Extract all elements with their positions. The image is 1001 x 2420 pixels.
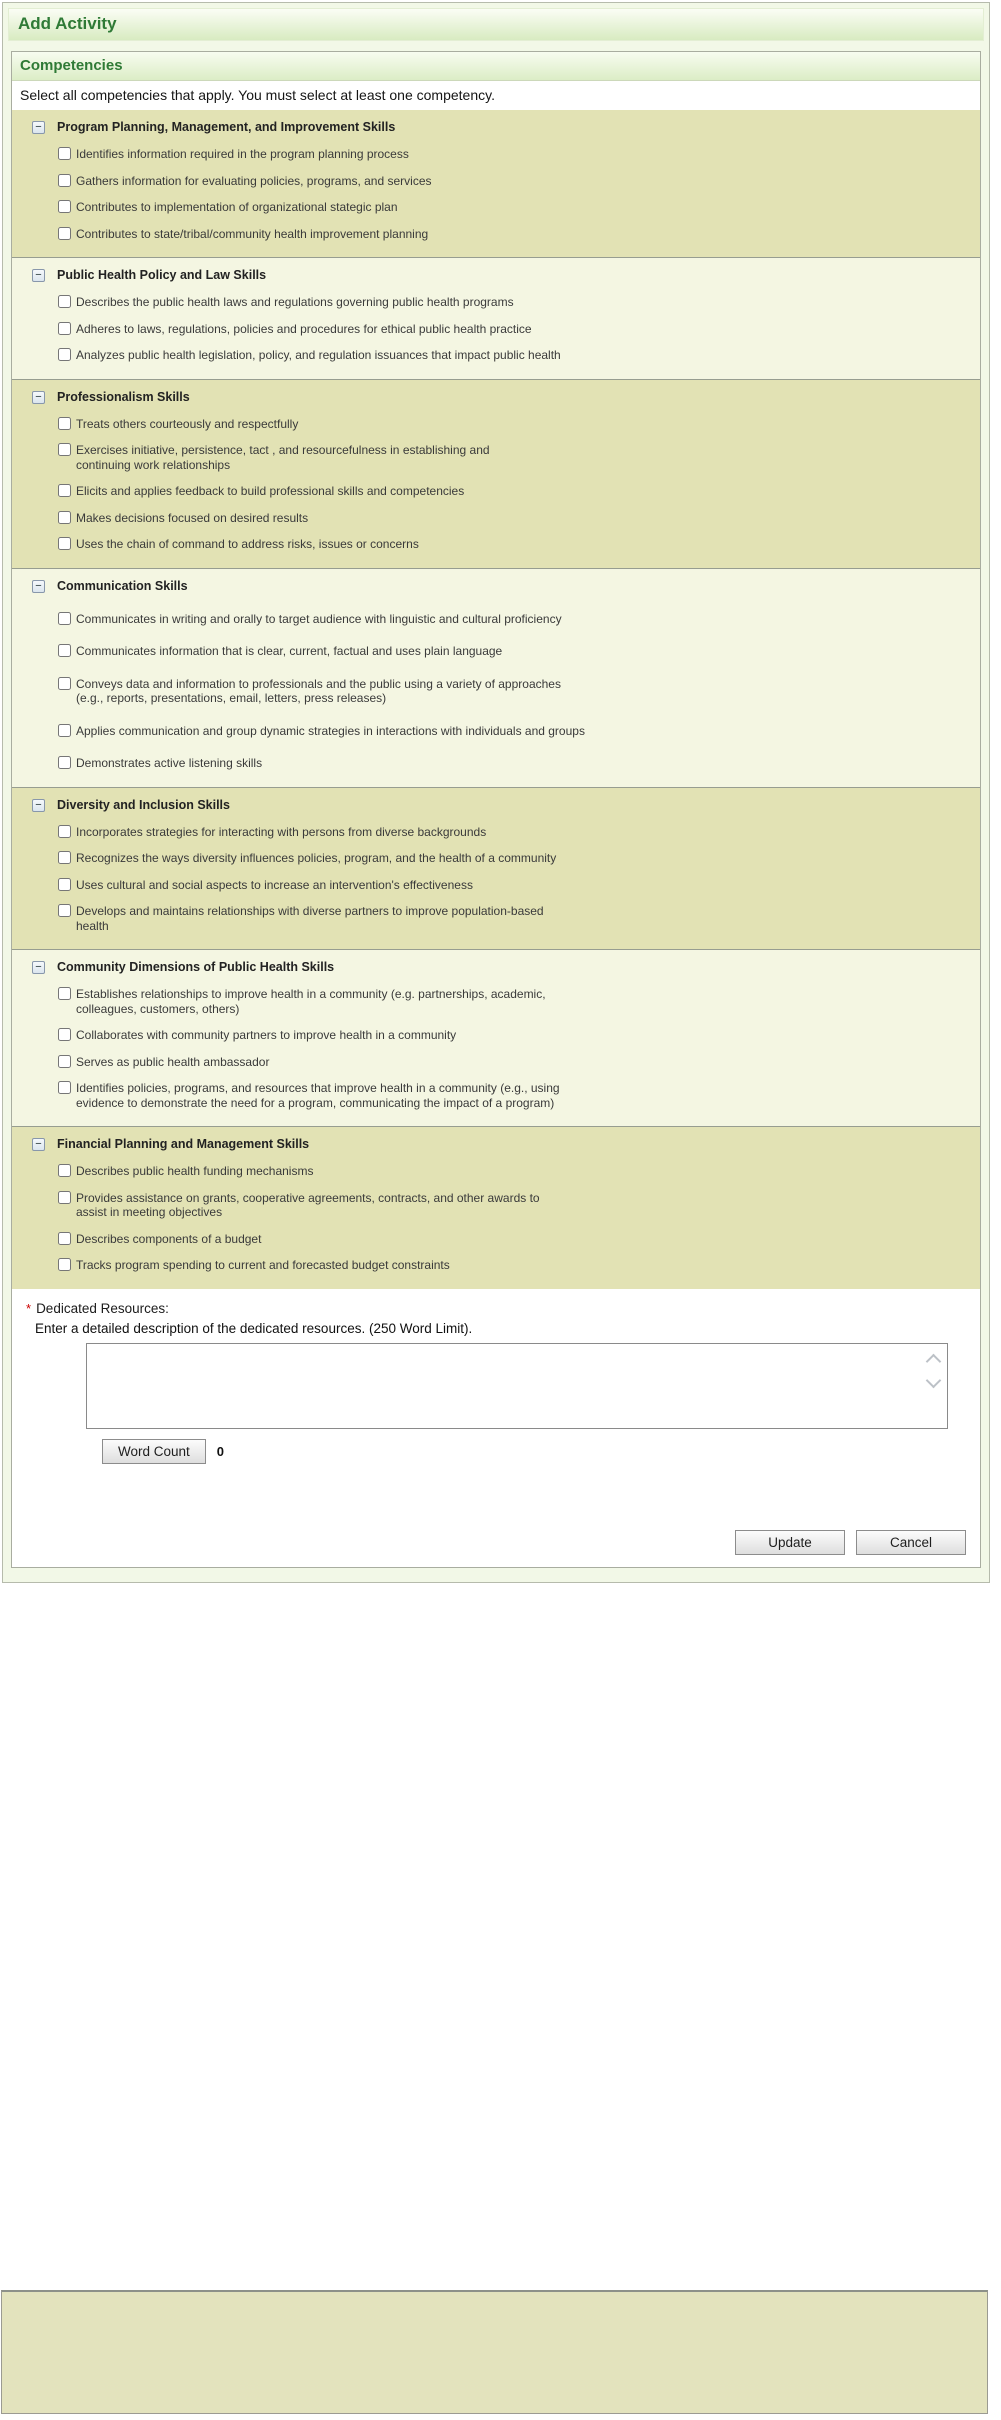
competency-label: Demonstrates active listening skills	[76, 756, 263, 770]
competency-label: Tracks program spending to current and forecasted budget constraints	[76, 1258, 450, 1272]
competency-group	[12, 257, 980, 379]
dedicated-resources-input[interactable]	[86, 1343, 948, 1429]
competency-label: Incorporates strategies for interacting with persons from diverse backgrounds	[76, 824, 487, 839]
competency-checkbox[interactable]	[58, 644, 71, 657]
competency-checkbox[interactable]	[58, 417, 71, 430]
competency-label: Serves as public health ambassador	[76, 1054, 270, 1069]
group-title: Communication Skills	[57, 578, 188, 593]
collapse-minus-icon[interactable]: −	[32, 1138, 45, 1151]
competency-label: Identifies policies, programs, and resources that improve health in a community (e.g., using evidence to demonstrate the need for a program, communicating the impact of a program)	[76, 1081, 560, 1110]
collapse-minus-icon[interactable]: −	[32, 799, 45, 812]
competency-label: Communicates in writing and orally to target audience with linguistic and cultural proficiency	[76, 611, 562, 626]
competency-checkbox[interactable]	[58, 295, 71, 308]
competency-label: Collaborates with community partners to improve health in a community	[76, 1028, 457, 1042]
competencies-panel-title: Competencies	[12, 52, 980, 81]
competency-checkbox[interactable]	[58, 1232, 71, 1245]
competency-group	[12, 787, 980, 950]
group-title: Diversity and Inclusion Skills	[57, 797, 230, 812]
competency-groups	[12, 110, 980, 1289]
competency-label: Uses cultural and social aspects to increase an intervention's effectiveness	[76, 877, 473, 892]
competency-item[interactable]	[58, 174, 970, 189]
competency-item[interactable]	[58, 644, 970, 659]
collapse-minus-icon[interactable]: −	[32, 961, 45, 974]
competency-item[interactable]	[58, 851, 970, 866]
competency-checkbox[interactable]	[58, 1081, 71, 1094]
competency-item-list	[58, 612, 970, 771]
group-title: Financial Planning and Management Skills	[57, 1137, 310, 1151]
competency-label: Applies communication and group dynamic strategies in interactions with individuals and groups	[76, 723, 585, 738]
competency-label: Develops and maintains relationships with diverse partners to improve population-based health	[76, 904, 544, 933]
collapse-minus-icon[interactable]: −	[32, 391, 45, 404]
dedicated-resources-label: Dedicated Resources:	[36, 1300, 169, 1316]
collapse-minus-icon[interactable]: −	[32, 269, 45, 282]
competency-label: Elicits and applies feedback to build professional skills and competencies	[76, 484, 465, 498]
bottom-panel	[1, 2290, 988, 2414]
competency-item-list	[58, 825, 970, 934]
competency-group-header	[32, 120, 970, 135]
competency-checkbox[interactable]	[58, 825, 71, 838]
competency-item-list	[58, 1164, 970, 1273]
collapse-minus-icon[interactable]: −	[32, 580, 45, 593]
competency-checkbox[interactable]	[58, 1191, 71, 1204]
competency-checkbox[interactable]	[58, 677, 71, 690]
competency-item-list	[58, 147, 970, 241]
competency-checkbox[interactable]	[58, 724, 71, 737]
competency-item[interactable]	[58, 417, 970, 432]
competency-checkbox[interactable]	[58, 348, 71, 361]
competency-label: Describes components of a budget	[76, 1231, 262, 1246]
competency-label: Treats others courteously and respectfully	[76, 416, 299, 431]
competency-checkbox[interactable]	[58, 987, 71, 1000]
competency-group-header	[32, 579, 970, 594]
form-actions	[26, 1530, 966, 1555]
add-activity-window	[2, 2, 990, 1583]
competency-group-header	[32, 960, 970, 975]
competency-item[interactable]	[58, 987, 970, 1016]
competency-checkbox[interactable]	[58, 1164, 71, 1177]
dedicated-resources-label-row	[26, 1301, 966, 1316]
competencies-panel	[11, 51, 981, 1568]
competency-item[interactable]	[58, 1081, 970, 1110]
competency-checkbox[interactable]	[58, 484, 71, 497]
competency-label: Provides assistance on grants, cooperative agreements, contracts, and other awards to assist in meeting objectives	[76, 1190, 540, 1219]
competency-checkbox[interactable]	[58, 174, 71, 187]
competency-label: Adheres to laws, regulations, policies and procedures for ethical public health practice	[76, 321, 532, 336]
group-title: Community Dimensions of Public Health Skills	[57, 960, 335, 974]
competency-label: Analyzes public health legislation, policy, and regulation issuances that impact public health	[76, 348, 561, 362]
competency-checkbox[interactable]	[58, 756, 71, 769]
competency-checkbox[interactable]	[58, 227, 71, 240]
competency-label: Gathers information for evaluating policies, programs, and services	[76, 173, 432, 188]
competency-checkbox[interactable]	[58, 904, 71, 917]
dedicated-resources-section	[12, 1289, 980, 1567]
competency-item[interactable]	[58, 511, 970, 526]
competency-item[interactable]	[58, 443, 970, 472]
competency-label: Describes the public health laws and regulations governing public health programs	[76, 295, 514, 309]
competency-item-list	[58, 295, 970, 363]
competency-group	[12, 110, 980, 257]
competency-item[interactable]	[58, 322, 970, 337]
dedicated-resources-hint: Enter a detailed description of the dedicated resources. (250 Word Limit).	[35, 1320, 473, 1336]
competency-checkbox[interactable]	[58, 1258, 71, 1271]
competency-checkbox[interactable]	[58, 443, 71, 456]
competency-label: Contributes to state/tribal/community health improvement planning	[76, 226, 429, 241]
competency-label: Communicates information that is clear, current, factual and uses plain language	[76, 644, 503, 658]
group-title: Public Health Policy and Law Skills	[57, 268, 267, 282]
competency-item[interactable]	[58, 612, 970, 627]
competency-label: Exercises initiative, persistence, tact , and resourcefulness in establishing and continuing work relationships	[76, 443, 490, 472]
competency-item[interactable]	[58, 756, 970, 771]
competency-checkbox[interactable]	[58, 612, 71, 625]
competency-label: Describes public health funding mechanisms	[76, 1164, 314, 1178]
competency-checkbox[interactable]	[58, 1055, 71, 1068]
competency-item[interactable]	[58, 295, 970, 310]
competency-item[interactable]	[58, 677, 970, 706]
competency-item-list	[58, 987, 970, 1110]
competency-item[interactable]	[58, 1028, 970, 1043]
competency-item[interactable]	[58, 537, 970, 552]
competency-checkbox[interactable]	[58, 147, 71, 160]
competency-checkbox[interactable]	[58, 1028, 71, 1041]
page-title: Add Activity	[8, 8, 984, 41]
competency-label: Recognizes the ways diversity influences policies, program, and the health of a community	[76, 851, 557, 865]
competency-item[interactable]	[58, 904, 970, 933]
competency-group	[12, 949, 980, 1126]
required-asterisk-icon: *	[26, 1300, 32, 1316]
word-count-row	[102, 1439, 966, 1464]
competency-label: Conveys data and information to professionals and the public using a variety of approaches (e.g., reports, presentations, email, letters, press releases)	[76, 676, 561, 705]
competency-group	[12, 379, 980, 568]
competency-item-list	[58, 417, 970, 552]
competency-item[interactable]	[58, 878, 970, 893]
competency-label: Makes decisions focused on desired results	[76, 510, 309, 525]
word-count-value: 0	[216, 1443, 225, 1459]
competency-label: Contributes to implementation of organizational stategic plan	[76, 200, 398, 214]
competency-item[interactable]	[58, 200, 970, 215]
competency-item[interactable]	[58, 825, 970, 840]
competency-group	[12, 568, 980, 787]
competency-label: Establishes relationships to improve health in a community (e.g. partnerships, academic, colleagues, customers, others)	[76, 987, 546, 1016]
competency-item[interactable]	[58, 1164, 970, 1179]
update-button[interactable]: Update	[735, 1530, 845, 1555]
competency-item[interactable]	[58, 1258, 970, 1273]
competency-group-header	[32, 1137, 970, 1152]
cancel-button[interactable]: Cancel	[856, 1530, 966, 1555]
competency-checkbox[interactable]	[58, 851, 71, 864]
competency-item[interactable]	[58, 1232, 970, 1247]
competency-checkbox[interactable]	[58, 322, 71, 335]
competency-item[interactable]	[58, 147, 970, 162]
word-count-button[interactable]: Word Count	[102, 1439, 206, 1464]
competency-checkbox[interactable]	[58, 878, 71, 891]
collapse-minus-icon[interactable]: −	[32, 121, 45, 134]
competency-checkbox[interactable]	[58, 537, 71, 550]
competency-label: Uses the chain of command to address risks, issues or concerns	[76, 537, 419, 551]
group-title: Program Planning, Management, and Improvement Skills	[57, 120, 396, 134]
competency-item[interactable]	[58, 484, 970, 499]
group-title: Professionalism Skills	[57, 389, 190, 404]
competency-group	[12, 1126, 980, 1289]
dedicated-resources-textarea-wrap	[86, 1343, 948, 1429]
competency-item[interactable]	[58, 1055, 970, 1070]
competency-checkbox[interactable]	[58, 511, 71, 524]
competency-group-header	[32, 390, 970, 405]
competency-label: Identifies information required in the program planning process	[76, 147, 409, 161]
competency-checkbox[interactable]	[58, 200, 71, 213]
competency-group-header	[32, 798, 970, 813]
competency-group-header	[32, 268, 970, 283]
competency-item[interactable]	[58, 348, 970, 363]
competency-item[interactable]	[58, 227, 970, 242]
competencies-instruction: Select all competencies that apply. You must select at least one competency.	[12, 81, 980, 110]
competency-item[interactable]	[58, 724, 970, 739]
competency-item[interactable]	[58, 1191, 970, 1220]
